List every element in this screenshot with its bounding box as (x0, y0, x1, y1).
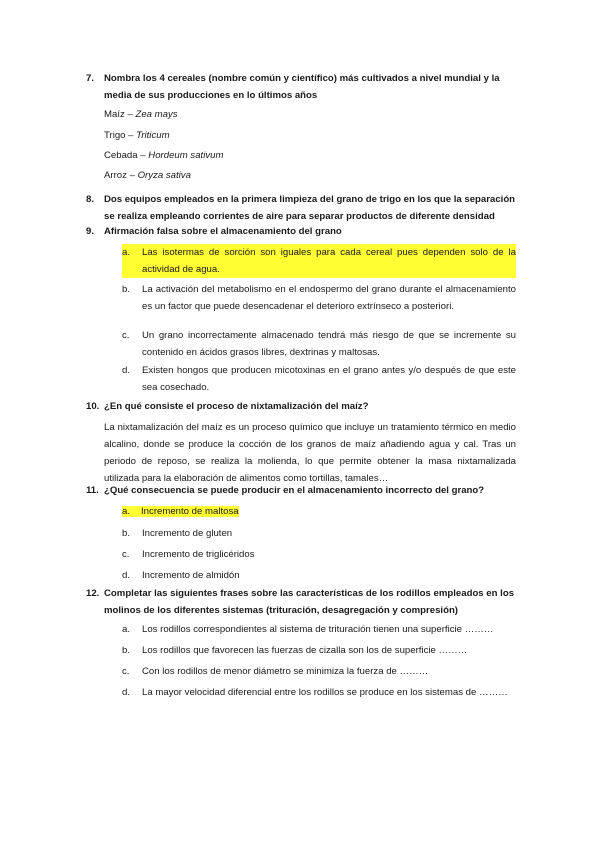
question-number: 8. (86, 194, 95, 205)
answer-line: Trigo – Triticum (104, 130, 170, 141)
option-c: c. Un grano incorrectamente almacenado tendrá más riesgo de que se incremente su contenido en ácidos grasos libres, dextrinas y maltosas. (122, 330, 516, 358)
question-number: 12. (86, 588, 100, 599)
option-d: d. La mayor velocidad diferencial entre los rodillos se produce en los sistemas de ……… (122, 687, 508, 698)
question-text: Dos equipos empleados en la primera limpieza del grano de trigo en los que la separación se realiza empleando corrientes de aire para separar productos de diferente densidad (104, 194, 516, 222)
option-c: c. Incremento de triglicéridos (122, 549, 255, 560)
option-d: d. Incremento de almidón (122, 570, 240, 581)
answer-line: Maíz – Zea mays (104, 109, 178, 120)
question-number: 7. (86, 73, 95, 84)
option-a (122, 244, 516, 278)
question-text: Completar las siguientes frases sobre las características de los rodillos empleados en los molinos de los diferentes sistemas (trituración, desagregación y compresión) (104, 588, 515, 616)
question-text: Nombra los 4 cereales (nombre común y científico) más cultivados a nivel mundial y la media de sus producciones en lo últimos años (104, 73, 500, 101)
question-number: 11. (86, 485, 99, 496)
question-text: ¿En qué consiste el proceso de nixtamalización del maíz? (104, 401, 369, 412)
option-b: b. La activación del metabolismo en el endospermo del grano durante el almacenamiento es un factor que puede desencadenar el deterioro extrínseco a posteriori. (122, 284, 516, 312)
question-11 (86, 482, 516, 499)
answer-line: Arroz – Oryza sativa (104, 170, 191, 181)
option-b: b. Los rodillos que favorecen las fuerzas de cizalla son los de superficie ……… (122, 645, 468, 656)
question-8 (86, 191, 516, 225)
question-number: 9. (86, 226, 95, 237)
question-text: ¿Qué consecuencia se puede producir en el almacenamiento incorrecto del grano? (104, 485, 485, 496)
question-9 (86, 223, 516, 240)
question-text: Afirmación falsa sobre el almacenamiento del grano (104, 226, 342, 237)
answer-line: Cebada – Hordeum sativum (104, 150, 224, 161)
option-b: b. Incremento de gluten (122, 528, 233, 539)
question-number: 10. (86, 401, 100, 412)
option-a: a. Los rodillos correspondientes al sistema de trituración tienen una superficie ……… (122, 624, 494, 635)
question-10 (86, 398, 516, 415)
option-a (122, 503, 516, 520)
option-d: d. Existen hongos que producen micotoxinas en el grano antes y/o después de que este sea cosechado. (122, 365, 516, 393)
question-12 (86, 585, 516, 619)
highlighted-answer: a. Incremento de maltosa (122, 506, 239, 517)
answer-paragraph: La nixtamalización del maíz es un proceso químico que incluye un tratamiento térmico en medio alcalino, donde se produce la cocción de los granos de maíz añadiendo agua y cal. Tras un periodo de reposo, se realiza la molienda, lo que permite obtener la masa nixtamalizada utilizada para la elaboración de alimentos como tortillas, tamales… (104, 422, 516, 484)
highlighted-answer: a. Las isotermas de sorción son iguales para cada cereal pues dependen solo de la actividad de agua. (122, 244, 516, 278)
question-7 (86, 70, 516, 104)
option-c: c. Con los rodillos de menor diámetro se minimiza la fuerza de ……… (122, 666, 429, 677)
